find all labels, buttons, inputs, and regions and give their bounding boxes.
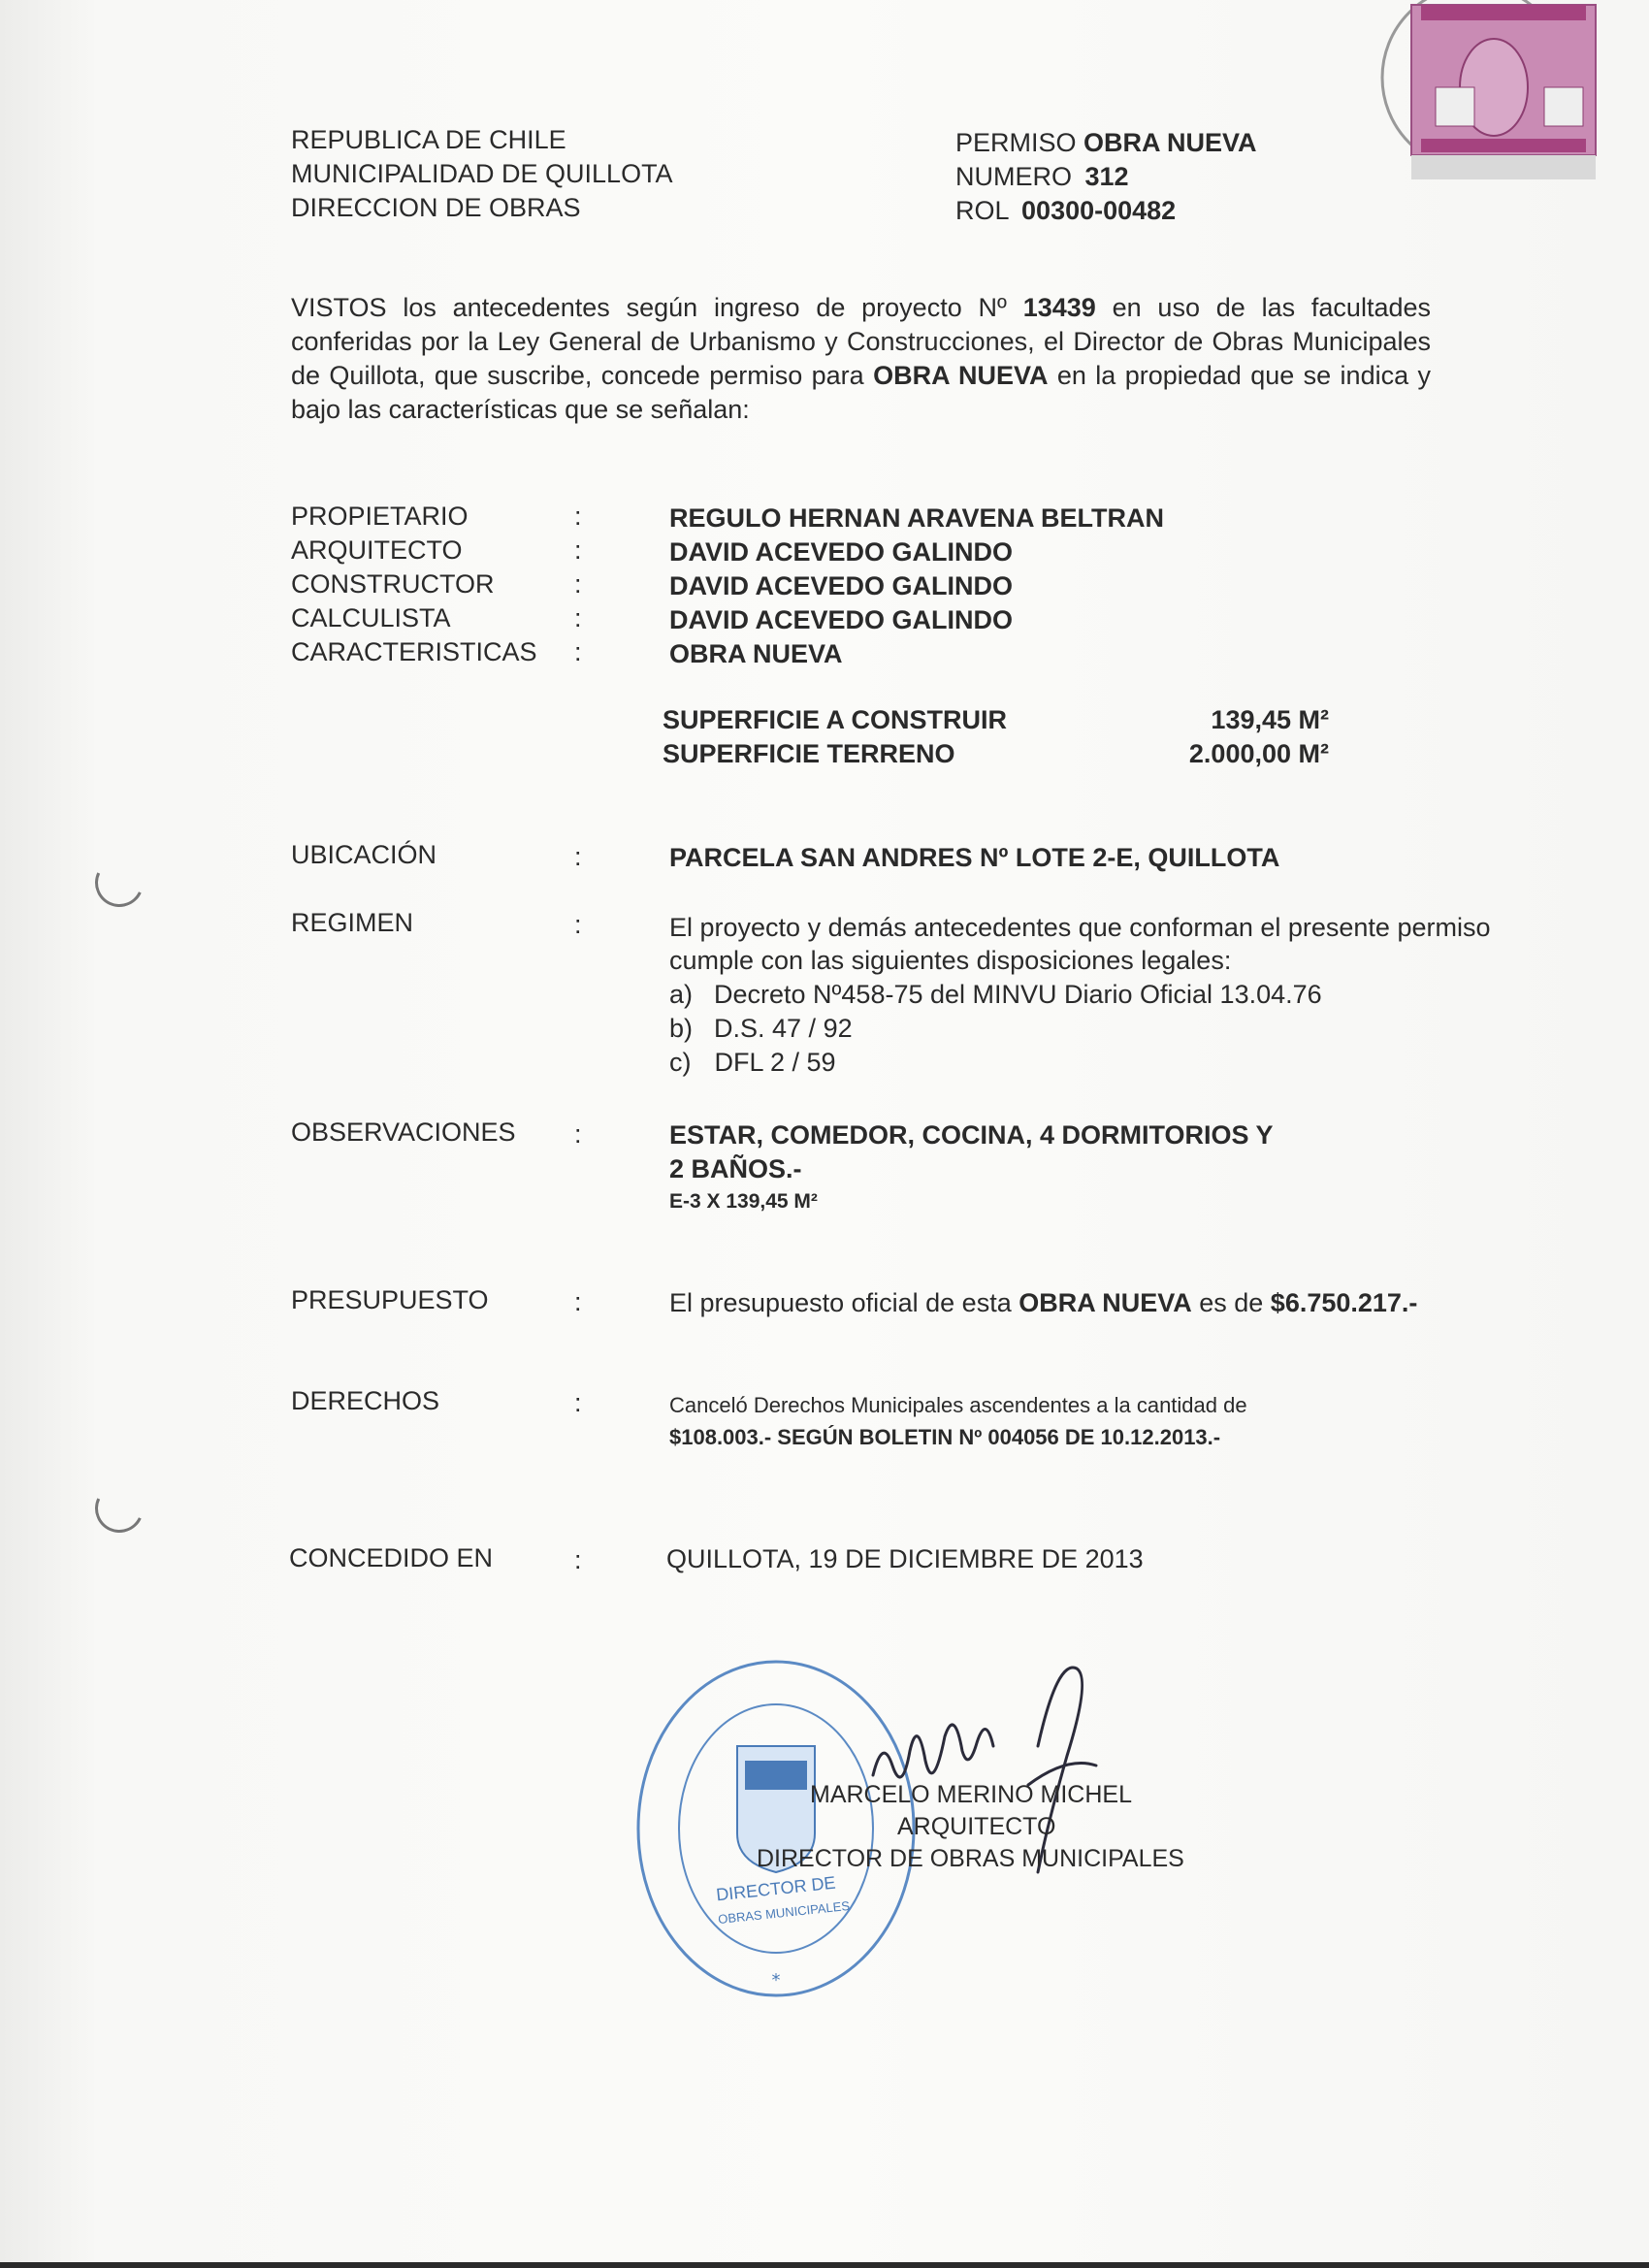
svg-text:*: * <box>771 1970 781 1991</box>
intro-paragraph: VISTOS los antecedentes según ingreso de proyecto Nº 13439 en uso de las facultades conferidas por la Ley General de Urbanismo y Construcciones, el Director de Obras Municipales de Quillota, que suscribe, concede permiso para OBRA NUEVA en la propiedad que se indica y bajo las características que se señalan: <box>291 293 1431 424</box>
header-municipality: MUNICIPALIDAD DE QUILLOTA <box>291 159 673 188</box>
permit-number-value: 312 <box>1084 162 1129 191</box>
colon: : <box>574 637 582 666</box>
observaciones-line1: ESTAR, COMEDOR, COCINA, 4 DORMITORIOS Y <box>669 1120 1274 1150</box>
regimen-item-c: c) DFL 2 / 59 <box>669 1048 836 1077</box>
ubicacion-label: UBICACIÓN <box>291 840 437 869</box>
presupuesto-label: PRESUPUESTO <box>291 1285 489 1314</box>
ubicacion-value: PARCELA SAN ANDRES Nº LOTE 2-E, QUILLOTA <box>669 843 1280 872</box>
punch-hole-top <box>88 852 150 914</box>
derechos-line2: $108.003.- SEGÚN BOLETIN Nº 004056 DE 10.12.2013.- <box>669 1425 1221 1449</box>
signer-name: MARCELO MERINO MICHEL <box>810 1781 1132 1808</box>
colon: : <box>574 1119 582 1149</box>
observaciones-line2: 2 BAÑOS.- <box>669 1154 802 1183</box>
superficie-terreno-value: 2.000,00 M² <box>1188 739 1329 768</box>
intro-obra: OBRA NUEVA <box>873 361 1049 390</box>
regimen-line2: cumple con las siguientes disposiciones legales: <box>669 946 1232 975</box>
observaciones-label: OBSERVACIONES <box>291 1118 516 1147</box>
colon: : <box>574 1287 582 1316</box>
signer-title-2: DIRECTOR DE OBRAS MUNICIPALES <box>757 1845 1184 1872</box>
presupuesto-value: El presupuesto oficial de esta OBRA NUEVA es de $6.750.217.- <box>669 1288 1418 1317</box>
field-value-constructor: DAVID ACEVEDO GALINDO <box>669 571 1014 600</box>
colon: : <box>574 535 582 565</box>
superficie-terreno-label: SUPERFICIE TERRENO <box>663 739 955 768</box>
signer-title-1: ARQUITECTO <box>897 1813 1056 1840</box>
regimen-line1: El proyecto y demás antecedentes que conforman el presente permiso <box>669 913 1491 942</box>
field-label-caracteristicas: CARACTERISTICAS <box>291 637 537 666</box>
header-department: DIRECCION DE OBRAS <box>291 193 581 222</box>
colon: : <box>574 910 582 939</box>
presupuesto-amount: $6.750.217.- <box>1270 1288 1418 1317</box>
permit-rol <box>955 194 1176 227</box>
field-label-propietario: PROPIETARIO <box>291 502 469 531</box>
concedido-value: QUILLOTA, 19 DE DICIEMBRE DE 2013 <box>666 1544 1144 1573</box>
punch-hole-bottom <box>88 1477 150 1539</box>
superficie-construir-value: 139,45 M² <box>1211 705 1329 734</box>
derechos-label: DERECHOS <box>291 1386 440 1415</box>
field-label-constructor: CONSTRUCTOR <box>291 569 495 599</box>
permit-type <box>955 126 1257 159</box>
permit-rol-value: 00300-00482 <box>1021 196 1177 225</box>
permit-rol-label: ROL <box>955 196 1009 225</box>
field-value-propietario: REGULO HERNAN ARAVENA BELTRAN <box>669 503 1164 533</box>
colon: : <box>574 569 582 599</box>
field-value-calculista: DAVID ACEVEDO GALINDO <box>669 605 1014 634</box>
colon: : <box>574 1388 582 1417</box>
colon: : <box>574 842 582 871</box>
header-country: REPUBLICA DE CHILE <box>291 125 566 154</box>
seal-inner-line1: DIRECTOR DE <box>715 1872 837 1905</box>
permit-number-label: NUMERO <box>955 162 1072 191</box>
field-value-arquitecto: DAVID ACEVEDO GALINDO <box>669 537 1014 567</box>
permit-type-label: PERMISO <box>955 128 1077 157</box>
concedido-label: CONCEDIDO EN <box>289 1543 494 1572</box>
project-number: 13439 <box>1022 293 1096 322</box>
colon: : <box>574 603 582 632</box>
regimen-item-a: a) Decreto Nº458-75 del MINVU Diario Oficial 13.04.76 <box>669 980 1322 1009</box>
tax-stamp <box>1368 0 1610 184</box>
seal-inner-line2: OBRAS MUNICIPALES <box>717 1897 851 1928</box>
colon: : <box>574 502 582 531</box>
permit-number <box>955 160 1129 193</box>
regimen-item-b: b) D.S. 47 / 92 <box>669 1014 853 1043</box>
field-value-caracteristicas: OBRA NUEVA <box>669 639 843 668</box>
scan-edge <box>0 2262 1649 2268</box>
derechos-line1: Canceló Derechos Municipales ascendentes a la cantidad de <box>669 1393 1247 1417</box>
permit-type-value: OBRA NUEVA <box>1083 128 1257 157</box>
superficie-construir-label: SUPERFICIE A CONSTRUIR <box>663 705 1008 734</box>
field-label-calculista: CALCULISTA <box>291 603 451 632</box>
field-label-arquitecto: ARQUITECTO <box>291 535 463 565</box>
regimen-label: REGIMEN <box>291 908 414 937</box>
colon: : <box>574 1545 582 1574</box>
observaciones-line3: E-3 X 139,45 M² <box>669 1190 818 1213</box>
